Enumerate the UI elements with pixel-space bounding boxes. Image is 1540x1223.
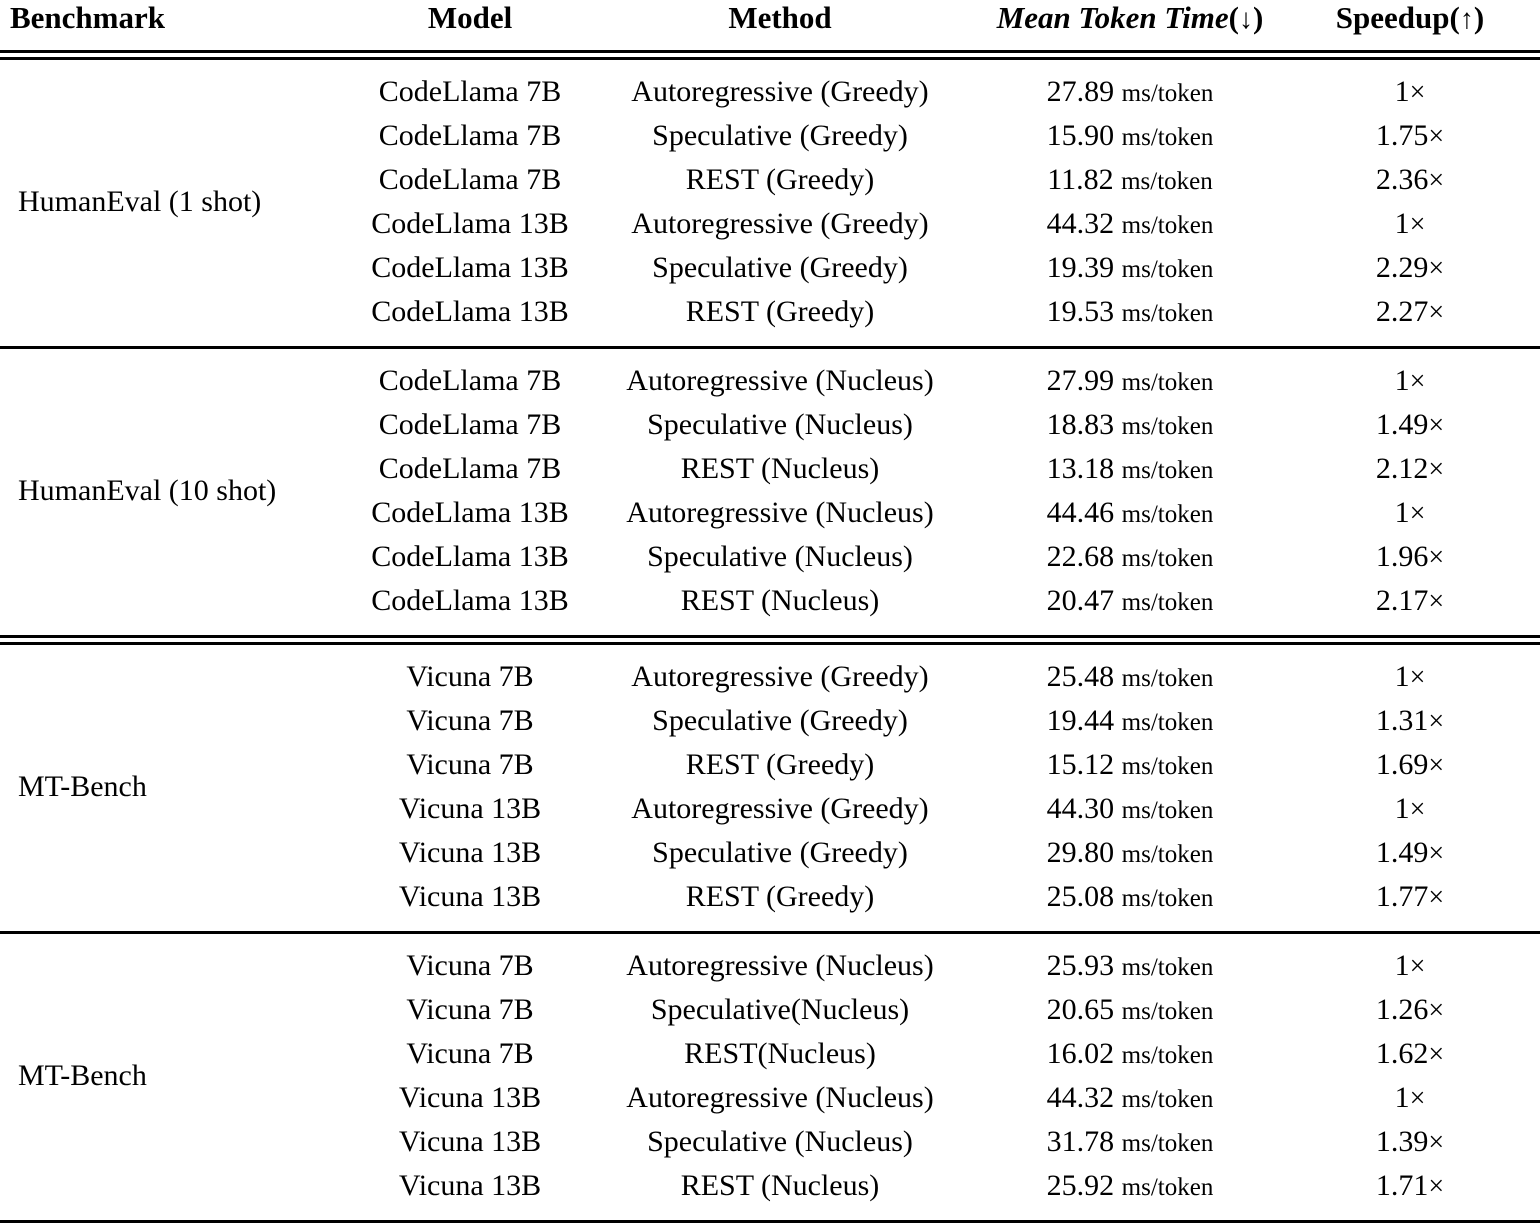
mean-token-time-cell [980, 875, 1280, 919]
benchmark-label: HumanEval (1 shot) [18, 185, 262, 218]
method-cell: Autoregressive (Greedy) [631, 75, 929, 108]
mean-token-time-value: 44.46 [1046, 496, 1115, 529]
times-symbol: × [1428, 750, 1445, 781]
table-row [0, 359, 1540, 403]
mean-token-time-value: 15.12 [1046, 748, 1115, 781]
mean-token-time-cell [980, 831, 1280, 875]
model-cell: Vicuna 13B [398, 1081, 542, 1114]
speedup-label: Speedup [1335, 0, 1450, 35]
model-cell: Vicuna 7B [406, 993, 534, 1026]
arrow-down-icon: ↓ [1238, 4, 1253, 35]
speedup-value: 1.71 [1375, 1169, 1429, 1202]
mean-token-time-unit: ms/token [1121, 256, 1214, 283]
times-symbol: × [1409, 951, 1426, 982]
speedup-value: 2.36 [1375, 163, 1429, 196]
model-cell: CodeLlama 7B [378, 452, 562, 485]
times-symbol: × [1428, 410, 1445, 441]
speedup-value: 1 [1394, 207, 1410, 240]
mean-token-time-value: 19.44 [1046, 704, 1115, 737]
method-cell: Speculative(Nucleus) [650, 993, 910, 1026]
mean-token-time-cell [980, 70, 1280, 114]
row-spacer [0, 919, 1540, 931]
speedup-value: 2.27 [1375, 295, 1429, 328]
speedup-value: 1 [1394, 792, 1410, 825]
model-cell: Vicuna 13B [398, 1169, 542, 1202]
model-cell: CodeLlama 13B [371, 584, 569, 617]
method-cell: Autoregressive (Greedy) [631, 792, 929, 825]
method-cell: REST (Nucleus) [680, 584, 880, 617]
method-cell: Autoregressive (Nucleus) [626, 496, 934, 529]
speedup-cell [1280, 1120, 1540, 1164]
method-cell: Autoregressive (Nucleus) [626, 949, 934, 982]
mean-token-time-value: 13.18 [1046, 452, 1115, 485]
method-cell: REST(Nucleus) [684, 1037, 876, 1070]
mean-token-time-label: Mean Token Time [996, 0, 1229, 35]
speedup-cell [1280, 158, 1540, 202]
model-cell: Vicuna 7B [406, 1037, 534, 1070]
times-symbol: × [1428, 882, 1445, 913]
method-cell: Speculative (Greedy) [652, 836, 908, 869]
mean-token-time-unit: ms/token [1121, 212, 1214, 239]
speedup-cell [1280, 114, 1540, 158]
mean-token-time-unit: ms/token [1121, 665, 1214, 692]
mean-token-time-cell [980, 290, 1280, 334]
method-cell: Speculative (Nucleus) [647, 1125, 913, 1158]
speedup-value: 1 [1394, 660, 1410, 693]
method-cell: Speculative (Nucleus) [647, 408, 913, 441]
method-cell: REST (Greedy) [685, 163, 875, 196]
speedup-value: 1.39 [1375, 1125, 1429, 1158]
mean-token-time-cell [980, 158, 1280, 202]
mean-token-time-unit: ms/token [1121, 413, 1214, 440]
model-cell: CodeLlama 7B [378, 408, 562, 441]
model-cell: CodeLlama 13B [371, 540, 569, 573]
row-spacer [0, 334, 1540, 346]
rule-double [0, 50, 1540, 60]
model-cell: CodeLlama 13B [371, 251, 569, 284]
times-symbol: × [1428, 586, 1445, 617]
mean-token-time-unit: ms/token [1121, 954, 1214, 981]
row-spacer [0, 349, 1540, 359]
speedup-cell [1280, 787, 1540, 831]
header-row [0, 0, 1540, 50]
mean-token-time-value: 44.32 [1046, 1081, 1115, 1114]
speedup-value: 1.69 [1375, 748, 1429, 781]
horizontal-rule [0, 635, 1540, 645]
row-spacer [0, 645, 1540, 655]
times-symbol: × [1409, 77, 1426, 108]
method-cell: Speculative (Nucleus) [647, 540, 913, 573]
mean-token-time-unit: ms/token [1121, 1130, 1214, 1157]
method-cell: Autoregressive (Greedy) [631, 207, 929, 240]
paren-close-speedup: ) [1473, 0, 1485, 35]
speedup-value: 1.49 [1375, 408, 1429, 441]
speedup-value: 2.17 [1375, 584, 1429, 617]
mean-token-time-value: 25.93 [1046, 949, 1115, 982]
mean-token-time-value: 44.30 [1046, 792, 1115, 825]
speedup-value: 1 [1394, 364, 1410, 397]
mean-token-time-cell [980, 447, 1280, 491]
mean-token-time-value: 25.92 [1046, 1169, 1115, 1202]
times-symbol: × [1428, 121, 1445, 152]
model-cell: CodeLlama 13B [371, 496, 569, 529]
times-symbol: × [1409, 209, 1426, 240]
speedup-value: 1 [1394, 1081, 1410, 1114]
row-spacer [0, 60, 1540, 70]
mean-token-time-unit: ms/token [1121, 841, 1214, 868]
speedup-value: 1.26 [1375, 993, 1429, 1026]
speedup-value: 1 [1394, 496, 1410, 529]
speedup-cell [1280, 875, 1540, 919]
speedup-value: 1.62 [1375, 1037, 1429, 1070]
mean-token-time-value: 19.39 [1046, 251, 1115, 284]
mean-token-time-value: 18.83 [1046, 408, 1115, 441]
mean-token-time-unit: ms/token [1121, 501, 1214, 528]
mean-token-time-unit: ms/token [1121, 753, 1214, 780]
times-symbol: × [1409, 662, 1426, 693]
speedup-cell [1280, 359, 1540, 403]
speedup-value: 1.77 [1375, 880, 1429, 913]
model-cell: Vicuna 13B [398, 792, 542, 825]
table-row [0, 944, 1540, 988]
speedup-value: 1 [1394, 75, 1410, 108]
mean-token-time-cell [980, 359, 1280, 403]
mean-token-time-cell [980, 1032, 1280, 1076]
model-cell: Vicuna 13B [398, 836, 542, 869]
mean-token-time-unit: ms/token [1121, 1042, 1214, 1069]
mean-token-time-cell [980, 699, 1280, 743]
mean-token-time-value: 44.32 [1046, 207, 1115, 240]
method-cell: Autoregressive (Greedy) [631, 660, 929, 693]
times-symbol: × [1428, 253, 1445, 284]
method-cell: REST (Nucleus) [680, 452, 880, 485]
mean-token-time-value: 27.89 [1046, 75, 1115, 108]
mean-token-time-cell [980, 403, 1280, 447]
times-symbol: × [1428, 1127, 1445, 1158]
mean-token-time-unit: ms/token [1121, 998, 1214, 1025]
mean-token-time-cell [980, 202, 1280, 246]
rule-double [0, 635, 1540, 645]
mean-token-time-cell [980, 535, 1280, 579]
mean-token-time-cell [980, 655, 1280, 699]
mean-token-time-unit: ms/token [1121, 369, 1214, 396]
speedup-value: 1.31 [1375, 704, 1429, 737]
mean-token-time-value: 29.80 [1046, 836, 1115, 869]
times-symbol: × [1428, 165, 1445, 196]
model-cell: CodeLlama 13B [371, 295, 569, 328]
mean-token-time-value: 31.78 [1046, 1125, 1115, 1158]
model-cell: Vicuna 13B [398, 880, 542, 913]
speedup-cell [1280, 944, 1540, 988]
model-cell: CodeLlama 7B [378, 119, 562, 152]
mean-token-time-value: 20.65 [1046, 993, 1115, 1026]
times-symbol: × [1428, 297, 1445, 328]
mean-token-time-unit: ms/token [1121, 797, 1214, 824]
table-row [0, 655, 1540, 699]
speedup-cell [1280, 70, 1540, 114]
times-symbol: × [1428, 454, 1445, 485]
mean-token-time-unit: ms/token [1121, 545, 1214, 572]
column-header-speedup [1280, 0, 1540, 50]
mean-token-time-unit: ms/token [1121, 1086, 1214, 1113]
mean-token-time-cell [980, 246, 1280, 290]
model-cell: Vicuna 13B [398, 1125, 542, 1158]
mean-token-time-value: 11.82 [1047, 163, 1114, 196]
method-cell: Speculative (Greedy) [652, 251, 908, 284]
method-cell: REST (Greedy) [685, 748, 875, 781]
times-symbol: × [1428, 1039, 1445, 1070]
benchmark-label: HumanEval (10 shot) [18, 474, 277, 507]
mean-token-time-cell [980, 579, 1280, 623]
column-header-mean-token-time [980, 0, 1280, 50]
column-header-method: Method [728, 0, 832, 35]
speedup-cell [1280, 988, 1540, 1032]
times-symbol: × [1409, 794, 1426, 825]
mean-token-time-cell [980, 1076, 1280, 1120]
method-cell: REST (Greedy) [685, 295, 875, 328]
arrow-up-icon: ↑ [1459, 4, 1474, 35]
model-cell: Vicuna 7B [406, 660, 534, 693]
method-cell: REST (Nucleus) [680, 1169, 880, 1202]
mean-token-time-cell [980, 787, 1280, 831]
horizontal-rule [0, 50, 1540, 60]
speedup-cell [1280, 579, 1540, 623]
model-cell: Vicuna 7B [406, 704, 534, 737]
table-row [0, 70, 1540, 114]
speedup-value: 1.49 [1375, 836, 1429, 869]
times-symbol: × [1428, 1171, 1445, 1202]
paren-open-time: ( [1228, 0, 1239, 35]
mean-token-time-unit: ms/token [1121, 300, 1214, 327]
speedup-cell [1280, 831, 1540, 875]
paren-open-speedup: ( [1449, 0, 1460, 35]
speedup-cell [1280, 246, 1540, 290]
speedup-cell [1280, 491, 1540, 535]
mean-token-time-unit: ms/token [1121, 80, 1214, 107]
method-cell: REST (Greedy) [685, 880, 875, 913]
method-cell: Speculative (Greedy) [652, 119, 908, 152]
mean-token-time-value: 25.08 [1046, 880, 1115, 913]
mean-token-time-cell [980, 114, 1280, 158]
speedup-cell [1280, 535, 1540, 579]
mean-token-time-unit: ms/token [1121, 1174, 1214, 1201]
mean-token-time-unit: ms/token [1121, 709, 1214, 736]
method-cell: Autoregressive (Nucleus) [626, 1081, 934, 1114]
mean-token-time-value: 27.99 [1046, 364, 1115, 397]
speedup-value: 2.12 [1375, 452, 1429, 485]
mean-token-time-unit: ms/token [1121, 168, 1213, 195]
model-cell: Vicuna 7B [406, 748, 534, 781]
paren-close-time: ) [1252, 0, 1264, 35]
speedup-cell [1280, 699, 1540, 743]
speedup-cell [1280, 447, 1540, 491]
mean-token-time-value: 25.48 [1046, 660, 1115, 693]
mean-token-time-value: 20.47 [1046, 584, 1115, 617]
speedup-value: 1.75 [1375, 119, 1429, 152]
column-header-benchmark: Benchmark [10, 0, 165, 35]
speedup-cell [1280, 1032, 1540, 1076]
speedup-cell [1280, 1076, 1540, 1120]
model-cell: Vicuna 7B [406, 949, 534, 982]
times-symbol: × [1409, 1083, 1426, 1114]
speedup-value: 1 [1394, 949, 1410, 982]
mean-token-time-cell [980, 1120, 1280, 1164]
mean-token-time-value: 19.53 [1046, 295, 1115, 328]
mean-token-time-cell [980, 944, 1280, 988]
model-cell: CodeLlama 7B [378, 75, 562, 108]
model-cell: CodeLlama 7B [378, 163, 562, 196]
mean-token-time-unit: ms/token [1121, 124, 1214, 151]
times-symbol: × [1409, 498, 1426, 529]
mean-token-time-unit: ms/token [1121, 457, 1214, 484]
speedup-cell [1280, 403, 1540, 447]
table-header [0, 0, 1540, 50]
column-header-model: Model [427, 0, 513, 35]
speedup-value: 2.29 [1375, 251, 1429, 284]
mean-token-time-value: 15.90 [1046, 119, 1115, 152]
times-symbol: × [1428, 995, 1445, 1026]
times-symbol: × [1428, 542, 1445, 573]
times-symbol: × [1428, 706, 1445, 737]
row-spacer [0, 623, 1540, 635]
times-symbol: × [1428, 838, 1445, 869]
mean-token-time-unit: ms/token [1121, 885, 1214, 912]
method-cell: Autoregressive (Nucleus) [626, 364, 934, 397]
model-cell: CodeLlama 7B [378, 364, 562, 397]
speedup-cell [1280, 655, 1540, 699]
mean-token-time-cell [980, 491, 1280, 535]
mean-token-time-value: 22.68 [1046, 540, 1115, 573]
speedup-value: 1.96 [1375, 540, 1429, 573]
speedup-cell [1280, 290, 1540, 334]
row-spacer [0, 1208, 1540, 1220]
speedup-cell [1280, 202, 1540, 246]
mean-token-time-cell [980, 743, 1280, 787]
mean-token-time-value: 16.02 [1046, 1037, 1115, 1070]
benchmark-label: MT-Bench [18, 770, 147, 803]
table-body [0, 50, 1540, 1223]
benchmark-label: MT-Bench [18, 1059, 147, 1092]
method-cell: Speculative (Greedy) [652, 704, 908, 737]
mean-token-time-unit: ms/token [1121, 589, 1214, 616]
speedup-cell [1280, 743, 1540, 787]
model-cell: CodeLlama 13B [371, 207, 569, 240]
times-symbol: × [1409, 366, 1426, 397]
row-spacer [0, 934, 1540, 944]
mean-token-time-cell [980, 988, 1280, 1032]
